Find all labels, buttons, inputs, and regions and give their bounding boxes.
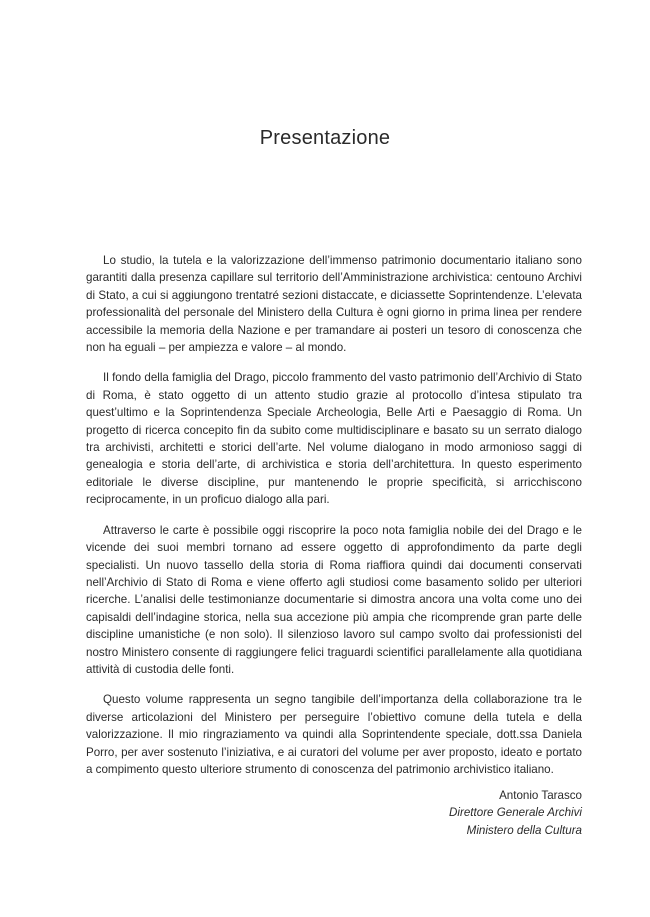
signature-organization: Ministero della Cultura [466,823,582,837]
paragraph: Questo volume rappresenta un segno tangibile dell’importanza della collaborazione tra le diverse articolazioni del Ministero per perseguire l’obiettivo comune della tutela e della valorizzazione. Il mio ringraziamento va quindi alla Soprintendente speciale, dott.ssa Daniela Porro, per aver sostenuto l’iniziativa, e ai curatori del volume per aver proposto, ideato e portato a compimento questo ulteriore strumento di conoscenza del patrimonio archivistico italiano. [86,693,582,776]
body-text [86,252,582,791]
page-title: Presentazione [259,127,391,149]
signature-role: Direttore Generale Archivi [449,806,582,820]
paragraph: Lo studio, la tutela e la valorizzazione dell’immenso patrimonio documentario italiano sono garantiti dalla presenza capillare sul territorio dell’Amministrazione archivistica: centouno Archivi di Stato, a cui si aggiungono trentatré sezioni distaccate, e diciassette Soprintendenze. L’elevata professionalità del personale del Ministero della Cultura è ogni giorno in prima linea per rendere accessibile la memoria della Nazione e per tramandare ai posteri un tesoro di conoscenza che non ha eguali – per ampiezza e valore – al mondo. [86,254,582,355]
paragraph: Il fondo della famiglia del Drago, piccolo frammento del vasto patrimonio dell’Archivio di Stato di Roma, è stato oggetto di un attento studio grazie al protocollo d’intesa stipulato tra quest’ultimo e la Soprintendenza Speciale Archeologia, Belle Arti e Paesaggio di Roma. Un progetto di ricerca concepito fin da subito come multidisciplinare e basato su un serrato dialogo tra archivisti, architetti e storici dell’arte. Nel volume dialogano in modo armonioso saggi di genealogia e storia dell’arte, di archivistica e storia dell’architettura. In questo esperimento editoriale le diverse discipline, pur mantenendo le proprie specificità, si arricchiscono reciprocamente, in un proficuo dialogo alla pari. [86,371,582,507]
signature-block [449,787,582,839]
paragraph: Attraverso le carte è possibile oggi riscoprire la poco nota famiglia nobile dei del Drago e le vicende dei suoi membri tornano ad essere oggetto di approfondimento da parte degli specialisti. Un nuovo tassello della storia di Roma riaffiora quindi dai documenti conservati nell’Archivio di Stato di Roma e viene offerto agli studiosi come basamento solido per ulteriori ricerche. L’analisi delle testimonianze documentarie si dimostra ancora una volta come uno dei capisaldi dell’indagine storica, nella sua accezione più ampia che ricomprende gran parte delle discipline umanistiche (e non solo). Il silenzioso lavoro sul campo svolto dai professionisti del nostro Ministero consente di raggiungere felici traguardi scientifici parallelamente alla quotidiana attività di custodia delle fonti. [86,523,582,676]
signature-name: Antonio Tarasco [499,789,582,802]
